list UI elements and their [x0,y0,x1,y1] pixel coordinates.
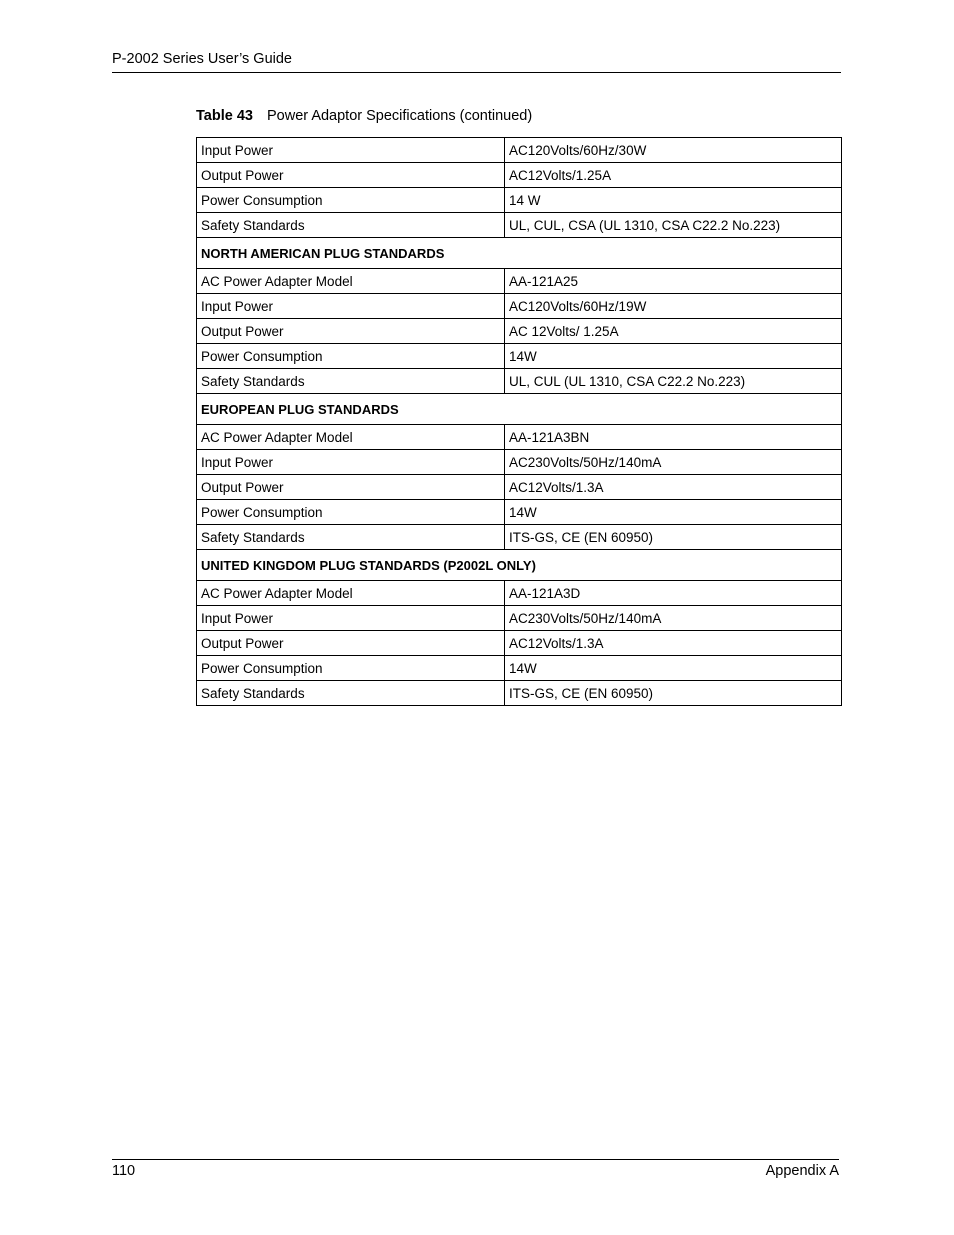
table-row [197,319,842,344]
spec-value-cell: AC120Volts/60Hz/19W [505,294,842,319]
table-row [197,213,842,238]
table-row [197,656,842,681]
section-header-cell: EUROPEAN PLUG STANDARDS [197,394,842,425]
spec-value-cell: 14 W [505,188,842,213]
table-row [197,581,842,606]
table-row [197,500,842,525]
spec-label-cell: AC Power Adapter Model [197,425,505,450]
table-row [197,369,842,394]
table-row [197,606,842,631]
table-title: Power Adaptor Specifications (continued) [266,108,533,124]
spec-value-cell: AA-121A3BN [505,425,842,450]
spec-value-cell: AA-121A25 [505,269,842,294]
footer-section-name: Appendix A [765,1163,839,1179]
spec-value-cell: UL, CUL, CSA (UL 1310, CSA C22.2 No.223) [505,213,842,238]
spec-label-cell: Power Consumption [197,500,505,525]
spec-label-cell: Power Consumption [197,188,505,213]
spec-label-cell: Input Power [197,450,505,475]
spec-label-cell: Power Consumption [197,344,505,369]
document-title: P-2002 Series User’s Guide [112,51,292,67]
table-row [197,344,842,369]
table-row [197,163,842,188]
section-header-row [197,238,842,269]
spec-label-cell: Safety Standards [197,369,505,394]
table-row [197,681,842,706]
spec-label-cell: Input Power [197,294,505,319]
table-row [197,525,842,550]
spec-value-cell: AC 12Volts/ 1.25A [505,319,842,344]
spec-value-cell: ITS-GS, CE (EN 60950) [505,525,842,550]
table-row [197,188,842,213]
page-header [112,51,841,73]
section-header-cell: UNITED KINGDOM PLUG STANDARDS (P2002L ONLY) [197,550,842,581]
spec-label-cell: AC Power Adapter Model [197,581,505,606]
spec-label-cell: AC Power Adapter Model [197,269,505,294]
section-header-row [197,550,842,581]
spec-label-cell: Input Power [197,138,505,163]
table-row [197,269,842,294]
spec-label-cell: Safety Standards [197,525,505,550]
spec-value-cell: AC12Volts/1.3A [505,631,842,656]
spec-label-cell: Output Power [197,631,505,656]
table-row [197,138,842,163]
section-header-cell: NORTH AMERICAN PLUG STANDARDS [197,238,842,269]
spec-label-cell: Power Consumption [197,656,505,681]
section-header-row [197,394,842,425]
spec-label-cell: Safety Standards [197,681,505,706]
spec-value-cell: AC12Volts/1.3A [505,475,842,500]
spec-label-cell: Input Power [197,606,505,631]
table-row [197,425,842,450]
spec-value-cell: UL, CUL (UL 1310, CSA C22.2 No.223) [505,369,842,394]
table-row [197,294,842,319]
spec-value-cell: AC120Volts/60Hz/30W [505,138,842,163]
spec-value-cell: 14W [505,500,842,525]
spec-value-cell: AA-121A3D [505,581,842,606]
spec-value-cell: AC230Volts/50Hz/140mA [505,450,842,475]
page-footer [112,1159,839,1179]
table-row [197,631,842,656]
spec-value-cell: AC230Volts/50Hz/140mA [505,606,842,631]
table-caption [196,108,532,124]
power-adaptor-spec-table [196,137,842,706]
table-row [197,475,842,500]
spec-label-cell: Output Power [197,475,505,500]
spec-label-cell: Output Power [197,319,505,344]
spec-value-cell: AC12Volts/1.25A [505,163,842,188]
page-number: 110 [112,1163,136,1179]
table-row [197,450,842,475]
spec-value-cell: ITS-GS, CE (EN 60950) [505,681,842,706]
spec-table-body [197,138,842,706]
table-number: Table 43 [196,108,253,124]
spec-label-cell: Output Power [197,163,505,188]
spec-value-cell: 14W [505,656,842,681]
spec-label-cell: Safety Standards [197,213,505,238]
spec-value-cell: 14W [505,344,842,369]
